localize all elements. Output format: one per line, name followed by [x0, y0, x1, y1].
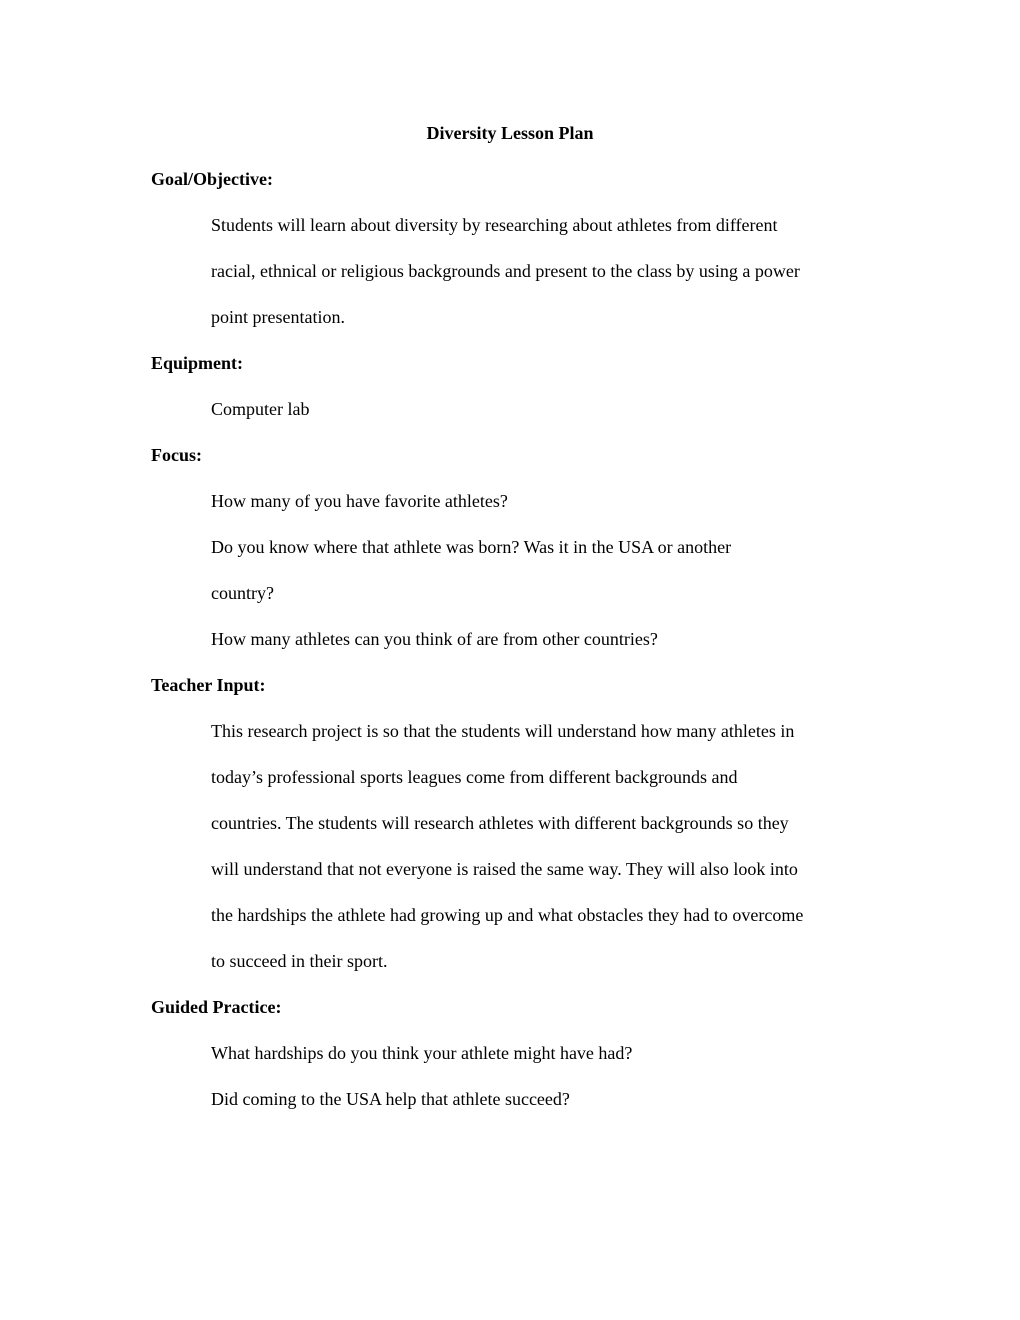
goal-line: point presentation. — [211, 307, 345, 327]
focus-line: Do you know where that athlete was born? Was it in the USA or another — [211, 537, 732, 557]
heading-guided-practice: Guided Practice: — [151, 997, 282, 1017]
equipment-line: Computer lab — [211, 399, 310, 419]
heading-focus: Focus: — [151, 445, 202, 465]
teacher-input-line: the hardships the athlete had growing up and what obstacles they had to overcome — [211, 905, 804, 925]
teacher-input-line: This research project is so that the students will understand how many athletes in — [211, 721, 795, 741]
teacher-input-line: will understand that not everyone is raised the same way. They will also look into — [211, 859, 798, 879]
goal-line: Students will learn about diversity by researching about athletes from different — [211, 215, 778, 235]
teacher-input-line: to succeed in their sport. — [211, 951, 388, 971]
focus-line: country? — [211, 583, 274, 603]
heading-teacher-input: Teacher Input: — [151, 675, 266, 695]
guided-practice-line: Did coming to the USA help that athlete succeed? — [211, 1089, 570, 1109]
guided-practice-line: What hardships do you think your athlete might have had? — [211, 1043, 633, 1063]
document-title: Diversity Lesson Plan — [426, 123, 594, 143]
heading-equipment: Equipment: — [151, 353, 244, 373]
focus-line: How many of you have favorite athletes? — [211, 491, 508, 511]
focus-line: How many athletes can you think of are from other countries? — [211, 629, 658, 649]
teacher-input-line: today’s professional sports leagues come from different backgrounds and — [211, 767, 738, 787]
teacher-input-line: countries. The students will research athletes with different backgrounds so they — [211, 813, 789, 833]
heading-goal-objective: Goal/Objective: — [151, 169, 273, 189]
goal-line: racial, ethnical or religious backgrounds and present to the class by using a power — [211, 261, 800, 281]
